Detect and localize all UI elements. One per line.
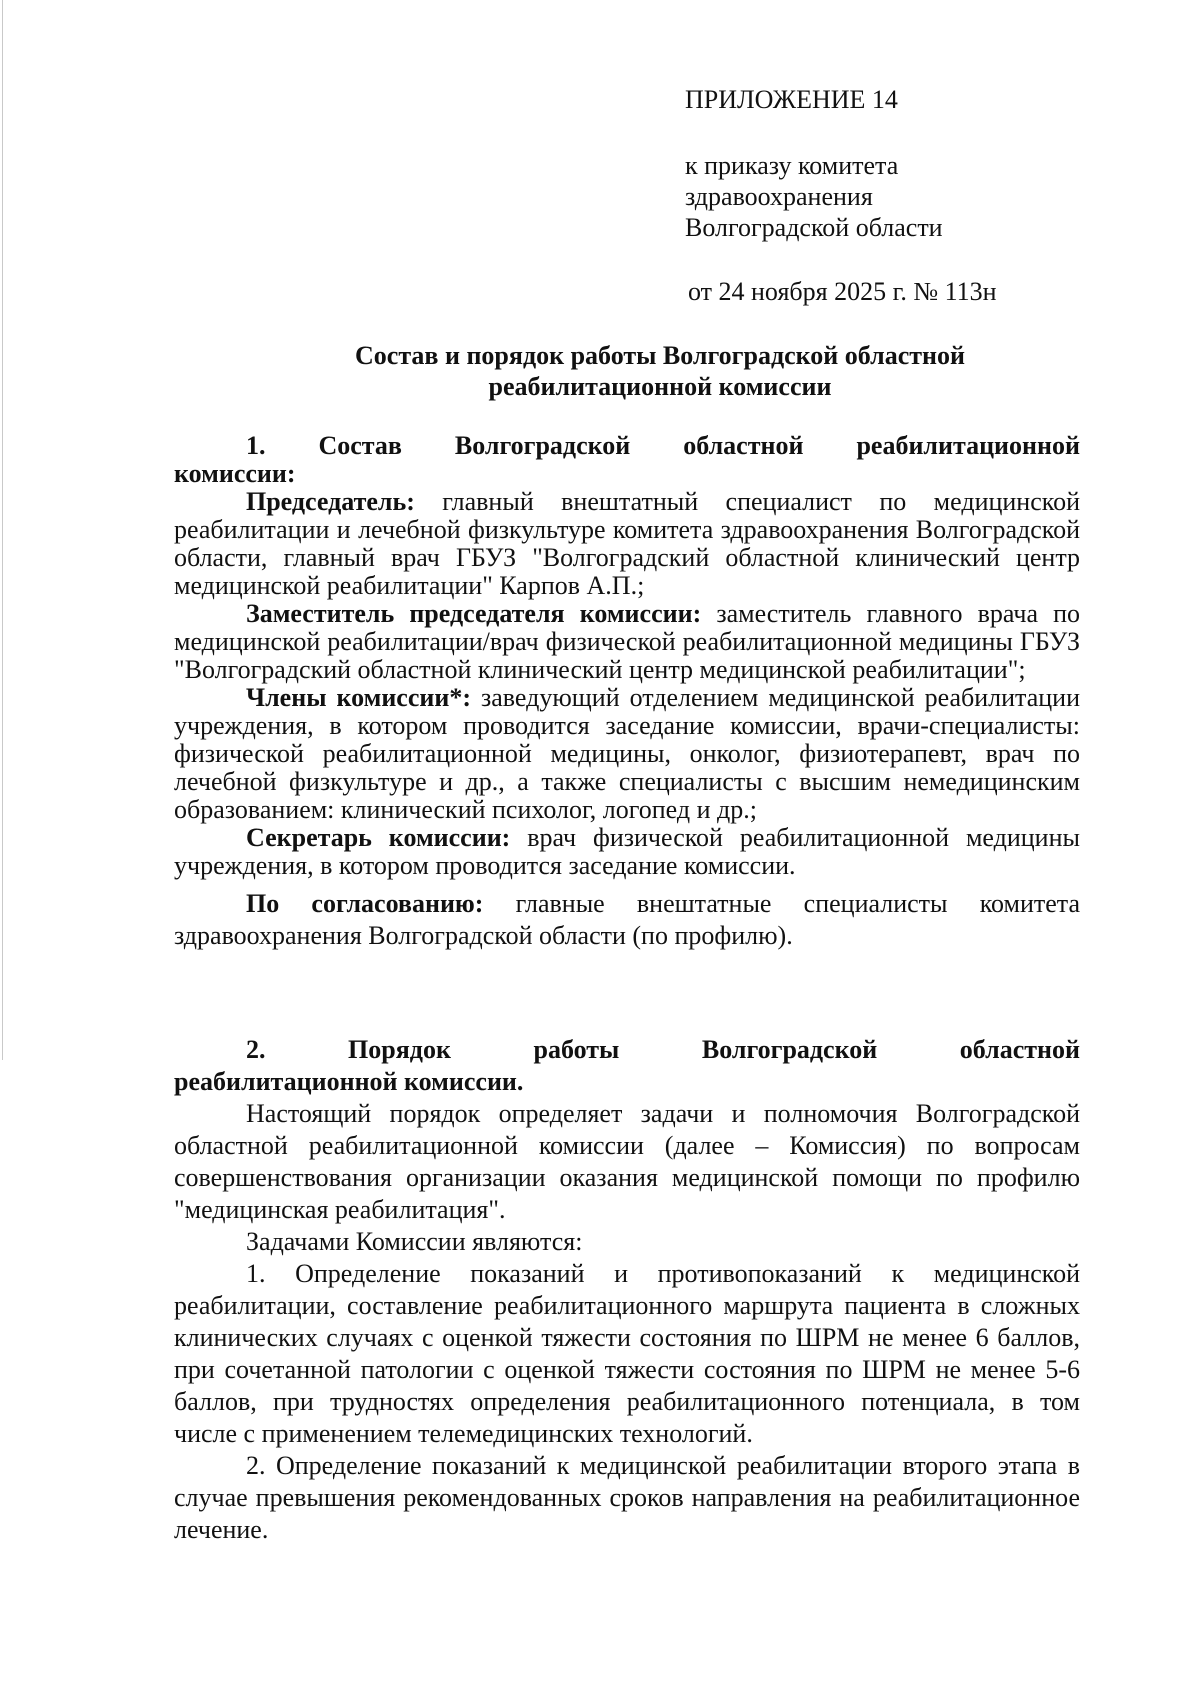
tasks-label: Задачами Комиссии являются: xyxy=(246,1227,583,1256)
members-label: Члены комиссии*: xyxy=(246,683,471,712)
secretary-paragraph xyxy=(174,824,1080,880)
secretary-text: врач физической реабилитационной медицины учреждения, в котором проводится заседание комиссии. xyxy=(174,823,1080,880)
deputy-text: заместитель главного врача по медицинской реабилитации/врач физической реабилитационной медицины ГБУЗ "Волгоградский областной клинический центр медицинской реабилитации"; xyxy=(174,599,1080,684)
agreement-label: По согласованию: xyxy=(246,889,484,918)
order-line: здравоохранения xyxy=(685,182,873,211)
heading-word: работы xyxy=(533,1035,620,1064)
heading-word: 1. xyxy=(246,431,266,460)
chair-label: Председатель: xyxy=(246,487,415,516)
heading-word: реабилитационной xyxy=(856,431,1080,460)
section-2-heading xyxy=(174,1034,1080,1098)
heading-word: Порядок xyxy=(348,1035,451,1064)
heading-word: Волгоградской xyxy=(701,1035,878,1064)
chair-paragraph xyxy=(174,488,1080,600)
heading-word: областной xyxy=(959,1035,1080,1064)
section-2 xyxy=(174,1034,1080,1546)
deputy-label: Заместитель председателя комиссии: xyxy=(246,599,702,628)
heading-word: 2. xyxy=(246,1035,266,1064)
section-1 xyxy=(174,432,1080,952)
heading-tail: реабилитационной комиссии. xyxy=(174,1067,524,1096)
title-line-2: реабилитационной комиссии xyxy=(488,372,832,401)
order-line: к приказу комитета xyxy=(685,151,899,180)
agreement-text: главные внештатные специалисты комитета здравоохранения Волгоградской области (по профилю). xyxy=(174,889,1080,950)
members-text: заведующий отделением медицинской реабилитации учреждения, в котором проводится заседание комиссии, врачи-специалисты: физической реабилитационной медицины, онколог, физиотерапевт, врач по лечебной физкультуре и др., а также специалисты с высшим немедицинским образованием: клинический психолог, логопед и др.; xyxy=(174,683,1080,824)
deputy-paragraph xyxy=(174,600,1080,684)
members-paragraph xyxy=(174,684,1080,824)
heading-tail: комиссии: xyxy=(174,459,296,488)
scan-edge-line xyxy=(2,0,3,1060)
intro-paragraph: Настоящий порядок определяет задачи и полномочия Волгоградской областной реабилитационной комиссии (далее – Комиссия) по вопросам совершенствования организации оказания медицинской помощи по профилю "медицинская реабилитация". xyxy=(174,1099,1080,1224)
secretary-label: Секретарь комиссии: xyxy=(246,823,511,852)
order-date: от 24 ноября 2025 г. № 113н xyxy=(688,277,997,306)
heading-word: Волгоградской xyxy=(454,431,631,460)
order-reference xyxy=(685,150,943,243)
agreement-paragraph xyxy=(174,888,1080,952)
appendix-label: ПРИЛОЖЕНИЕ 14 xyxy=(685,85,898,114)
section-1-heading xyxy=(174,432,1080,488)
chair-text: главный внештатный специалист по медицинской реабилитации и лечебной физкультуре комитета здравоохранения Волгоградской области, главный врач ГБУЗ "Волгоградский областной клинический центр медицинской реабилитации" Карпов А.П.; xyxy=(174,487,1080,600)
heading-word: областной xyxy=(683,431,804,460)
title-line-1: Состав и порядок работы Волгоградской областной xyxy=(355,341,965,370)
document-title xyxy=(250,340,1070,402)
task-1-paragraph: 1. Определение показаний и противопоказаний к медицинской реабилитации, составление реабилитационного маршрута пациента в сложных клинических случаях с оценкой тяжести состояния по ШРМ не менее 6 баллов, при сочетанной патологии с оценкой тяжести состояния по ШРМ не менее 5-6 баллов, при трудностях определения реабилитационного потенциала, в том числе с применением телемедицинских технологий. xyxy=(174,1259,1080,1448)
task-2-paragraph: 2. Определение показаний к медицинской реабилитации второго этапа в случае превышения рекомендованных сроков направления на реабилитационное лечение. xyxy=(174,1451,1080,1544)
heading-word: Состав xyxy=(318,431,402,460)
order-line: Волгоградской области xyxy=(685,213,943,242)
